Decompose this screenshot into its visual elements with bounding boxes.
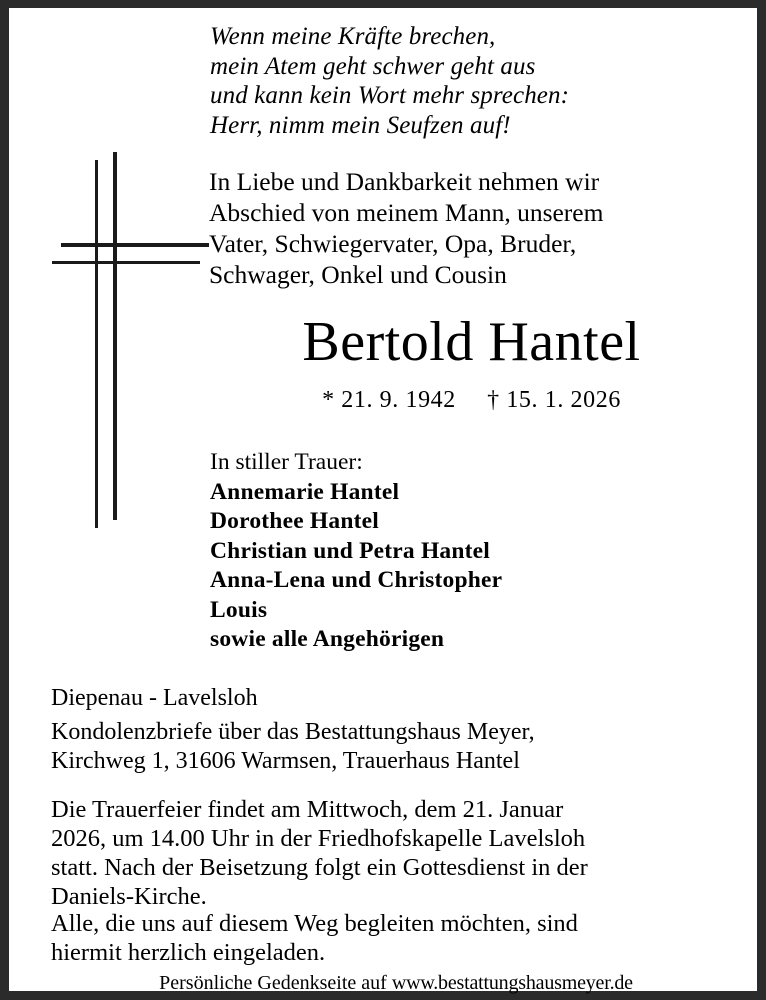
ceremony-line: Daniels-Kirche.	[51, 883, 207, 910]
intro-line: Vater, Schwiegervater, Opa, Bruder,	[209, 229, 577, 258]
condolence-line: Kondolenzbriefe über das Bestattungshaus Meyer,	[51, 719, 535, 745]
mourners-block	[210, 448, 730, 655]
poem-line: Wenn meine Kräfte brechen,	[210, 23, 496, 50]
death-symbol: †	[487, 387, 500, 413]
cross-horizontal-top-line	[61, 243, 209, 247]
memorial-url[interactable]: www.bestattungshausmeyer.de	[391, 972, 633, 994]
birth-date: 21. 9. 1942	[341, 387, 456, 413]
mourner-name: Anna-Lena und Christopher	[210, 567, 503, 593]
poem-verse	[210, 22, 740, 140]
mourner-name: Louis	[210, 596, 268, 623]
intro-line: Abschied von meinem Mann, unserem	[209, 198, 604, 227]
death-date: 15. 1. 2026	[506, 387, 621, 413]
life-dates	[199, 386, 744, 414]
invitation-line: hiermit herzlich eingeladen.	[51, 939, 326, 966]
intro-paragraph	[209, 166, 733, 290]
place-line: Diepenau - Lavelsloh	[51, 685, 258, 711]
ceremony-line: statt. Nach der Beisetzung folgt ein Gottesdienst in der	[51, 854, 588, 881]
mourners-lead: In stiller Trauer:	[210, 449, 363, 475]
mourner-name: Christian und Petra Hantel	[210, 537, 491, 564]
condolence-line: Kirchweg 1, 31606 Warmsen, Trauerhaus Hantel	[51, 748, 520, 774]
invitation-line: Alle, die uns auf diesem Weg begleiten möchten, sind	[51, 910, 578, 937]
invitation-paragraph	[51, 909, 737, 967]
ceremony-line: 2026, um 14.00 Uhr in der Friedhofskapelle Lavelsloh	[51, 825, 586, 852]
condolence-info	[51, 718, 746, 776]
intro-line: In Liebe und Dankbarkeit nehmen wir	[209, 167, 600, 196]
poem-line: Herr, nimm mein Seufzen auf!	[210, 111, 511, 139]
intro-line: Schwager, Onkel und Cousin	[209, 260, 507, 289]
mourner-name: Annemarie Hantel	[210, 478, 400, 505]
ceremony-line: Die Trauerfeier findet am Mittwoch, dem 21. Januar	[51, 796, 564, 823]
memorial-prefix: Persönliche Gedenkseite auf	[159, 972, 392, 994]
cross-horizontal-bottom-line	[52, 261, 200, 264]
cross-vertical-left-line	[95, 160, 98, 528]
cross-vertical-right-line	[113, 152, 117, 520]
poem-line: und kann kein Wort mehr sprechen:	[210, 82, 570, 109]
mourner-name: Dorothee Hantel	[210, 508, 379, 534]
deceased-name: Bertold Hantel	[302, 311, 641, 373]
birth-symbol: *	[322, 387, 335, 413]
notice-inner	[9, 8, 757, 994]
poem-line: mein Atem geht schwer geht aus	[210, 52, 536, 80]
cross-icon	[34, 133, 209, 533]
ceremony-paragraph	[51, 795, 737, 911]
memorial-page-footer	[51, 971, 741, 995]
mourner-name: sowie alle Angehörigen	[210, 626, 445, 652]
